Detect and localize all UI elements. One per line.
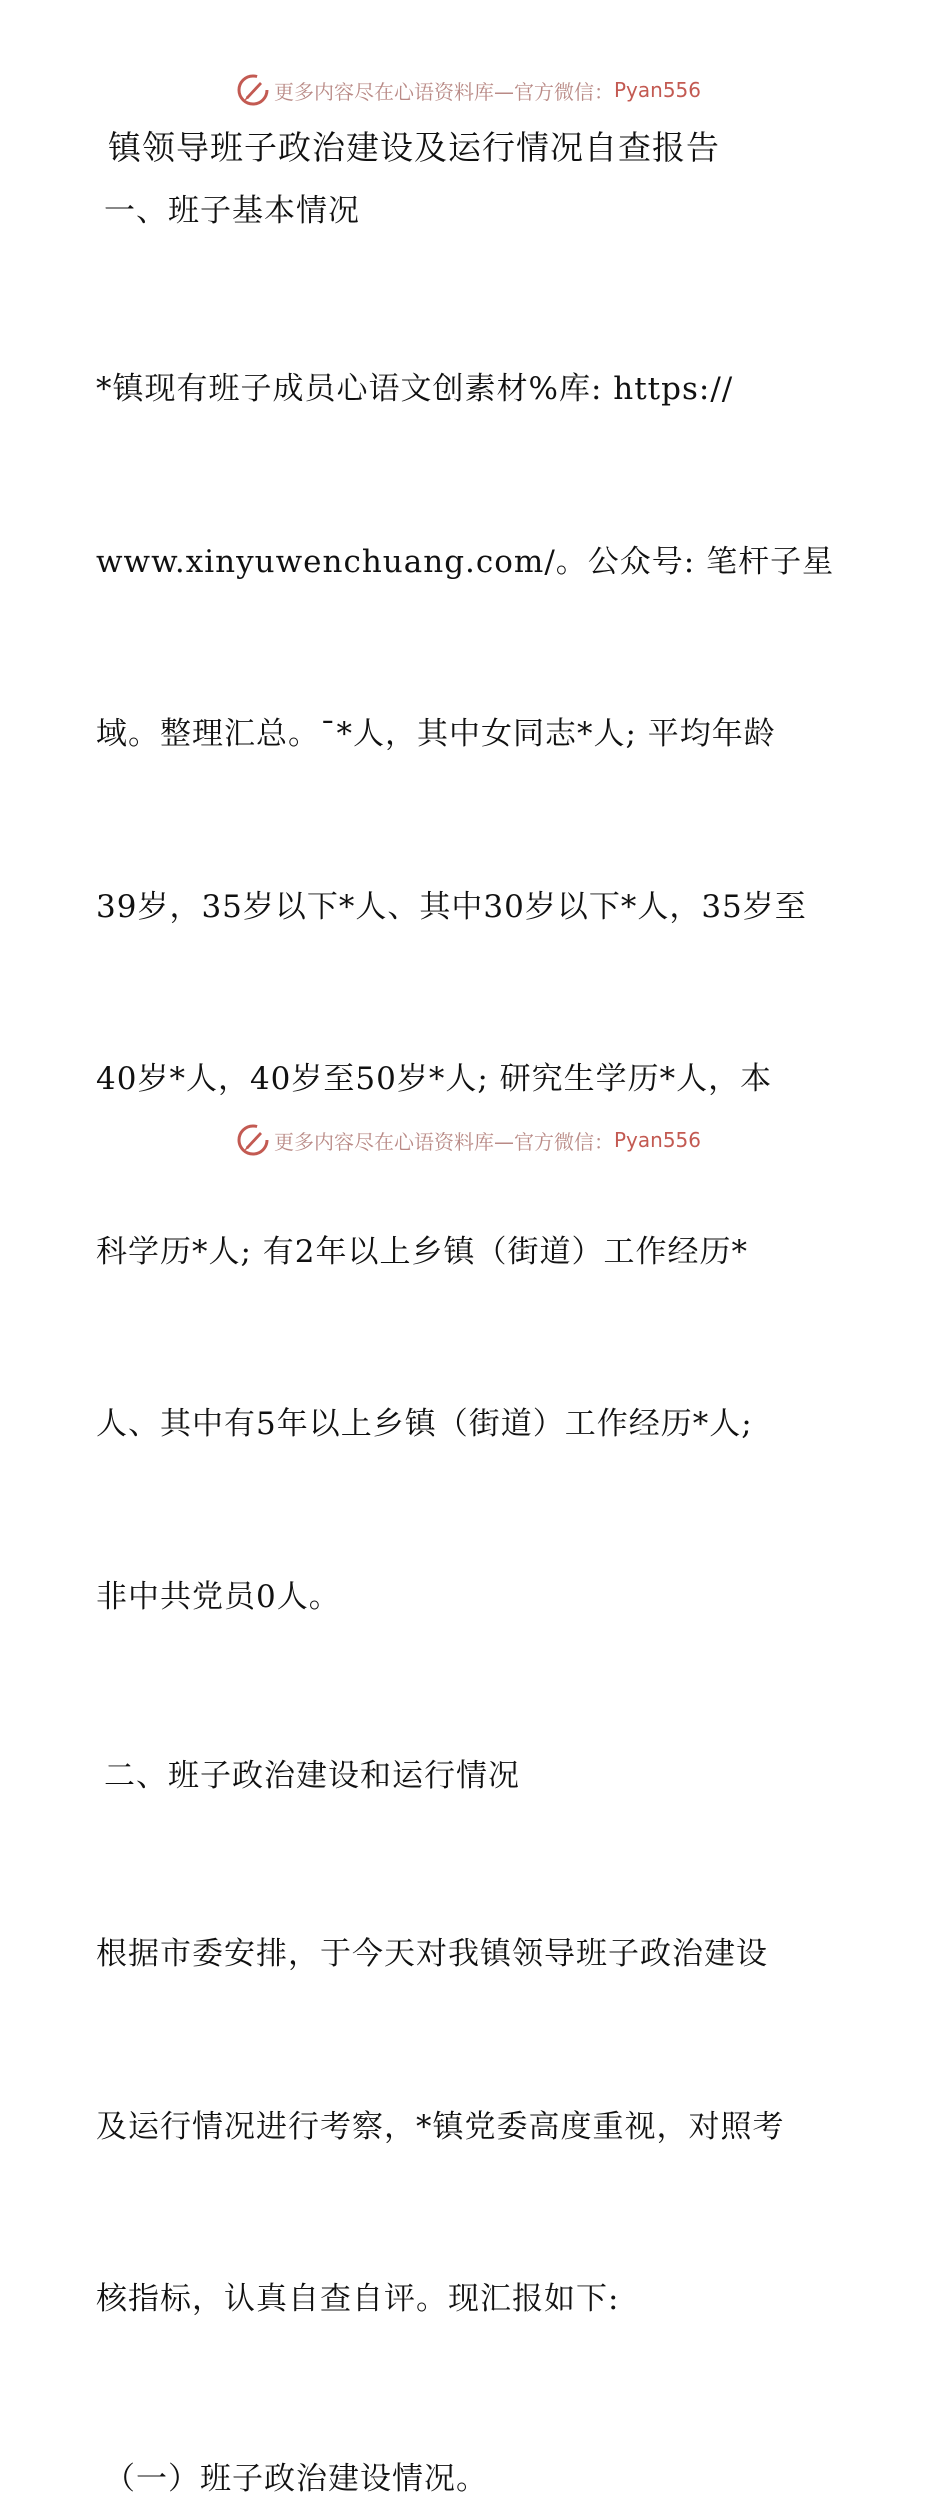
text-line: 非中共党员0人。 bbox=[96, 1578, 341, 1615]
text-line: 人、其中有5年以上乡镇（街道）工作经历*人; bbox=[96, 1406, 753, 1442]
quill-circle-logo-icon bbox=[236, 73, 270, 107]
watermark-banner-top bbox=[236, 72, 701, 108]
document-title: 镇领导班子政治建设及运行情况自查报告 bbox=[108, 128, 720, 167]
watermark-handle: Pyan556 bbox=[614, 1128, 702, 1152]
section-heading-2: 二、班子政治建设和运行情况 bbox=[104, 1758, 520, 1794]
text-line: 核指标，认真自查自评。现汇报如下: bbox=[96, 2281, 620, 2317]
text-line: 域。整理汇总。¯*人，其中女同志*人; 平均年龄 bbox=[96, 716, 776, 752]
text-line: www.xinyuwenchuang.com/。公众号: 笔杆子星 bbox=[96, 543, 835, 580]
text-line: 根据市委安排，于今天对我镇领导班子政治建设 bbox=[96, 1936, 768, 1972]
text-line: 及运行情况进行考察，*镇党委高度重视，对照考 bbox=[96, 2108, 785, 2145]
watermark-text: 更多内容尽在心语资料库—官方微信： bbox=[274, 79, 614, 104]
document-body bbox=[96, 122, 856, 2514]
text-line: 科学历*人; 有2年以上乡镇（街道）工作经历* bbox=[96, 1233, 749, 1270]
text-line: *镇现有班子成员心语文创素材%库: https:// bbox=[96, 371, 734, 407]
text-line: 39岁，35岁以下*人、其中30岁以下*人，35岁至 bbox=[96, 888, 807, 925]
watermark-handle: Pyan556 bbox=[614, 78, 702, 102]
quill-circle-logo-icon bbox=[236, 1123, 270, 1157]
paragraph-inspection bbox=[96, 1811, 856, 2444]
subsection-heading-1: （一）班子政治建设情况。 bbox=[104, 2460, 488, 2497]
paragraph-basic-info bbox=[96, 246, 856, 1741]
section-heading-1: 一、班子基本情况 bbox=[104, 193, 360, 229]
watermark-text: 更多内容尽在心语资料库—官方微信： bbox=[274, 1129, 614, 1154]
text-line: 40岁*人，40岁至50岁*人; 研究生学历*人，本 bbox=[96, 1061, 773, 1097]
watermark-banner-bottom bbox=[236, 1122, 701, 1158]
